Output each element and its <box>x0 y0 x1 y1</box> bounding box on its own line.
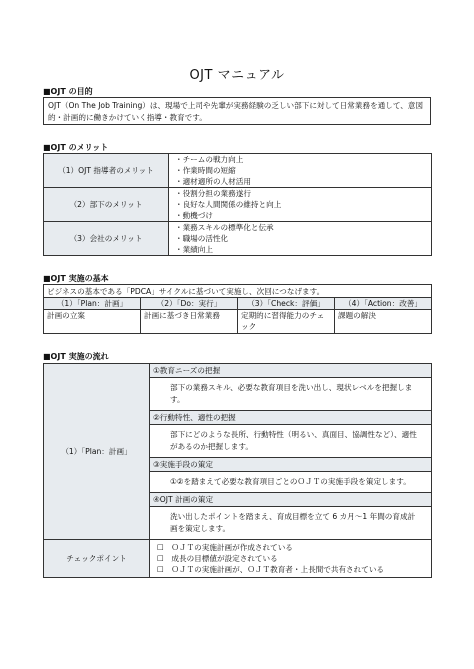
merit-item: ・役割分担の業務遂行 <box>175 189 251 198</box>
step-title: ③実施手段の策定 <box>150 458 431 472</box>
basics-heading: ■OJT 実施の基本 <box>43 274 109 283</box>
purpose-box <box>43 97 431 125</box>
step-body: 部下の業務スキル、必要な教育項目を洗い出し、現状レベルを把握します。 <box>170 383 413 404</box>
flow-table <box>43 363 432 578</box>
checkpoint-item: ☐ ＯＪＴの実施計画が作成されている <box>157 543 293 552</box>
flow-heading: ■OJT 実施の流れ <box>43 352 109 361</box>
merits-heading: ■OJT のメリット <box>43 143 109 152</box>
merit-item: ・適材適所の人材活用 <box>175 177 251 186</box>
merit-item: ・作業時間の短縮 <box>175 166 236 175</box>
merit-label: （2）部下のメリット <box>44 188 169 222</box>
merit-items <box>169 188 432 222</box>
pdca-cell: 計画の立案 <box>44 310 141 334</box>
step-title: ④OJT 計画の策定 <box>150 493 431 507</box>
pdca-header: （1）「Plan：計画」 <box>44 298 141 310</box>
step-body: 洗い出したポイントを踏まえ、育成目標を立て 6 カ月～1 年間の育成計画を策定します。 <box>170 512 416 533</box>
pdca-table <box>43 284 432 334</box>
merit-item: ・職場の活性化 <box>175 234 229 243</box>
merit-label: （3）会社のメリット <box>44 222 169 256</box>
pdca-header: （4）「Action：改善」 <box>335 298 432 310</box>
checkpoint-item: ☐ ＯＪＴの実施計画が、ＯＪＴ教育者・上長間で共有されている <box>157 565 385 574</box>
step-title: ②行動特性、適性の把握 <box>150 411 431 425</box>
checkpoint-label: チェックポイント <box>44 540 150 578</box>
merit-label: （1）OJT 指導者のメリット <box>44 154 169 188</box>
merit-item: ・動機づけ <box>175 211 213 220</box>
pdca-cell: 定期的に習得能力のチェック <box>238 310 335 334</box>
merit-items <box>169 222 432 256</box>
merit-row <box>44 188 432 222</box>
pdca-intro: ビジネスの基本である「PDCA」サイクルに基づいて実施し、次回につなげます。 <box>44 285 432 298</box>
pdca-header: （2）「Do：実行」 <box>141 298 238 310</box>
flow-step <box>150 364 431 411</box>
pdca-cell: 課題の解決 <box>335 310 432 334</box>
merit-row <box>44 222 432 256</box>
checkpoint-list <box>150 540 432 578</box>
flow-step <box>150 458 431 493</box>
merit-item: ・業務スキルの標準化と伝承 <box>175 223 274 232</box>
pdca-header: （3）「Check：評価」 <box>238 298 335 310</box>
checkpoint-item: ☐ 成長の目標値が設定されている <box>157 554 278 563</box>
step-body: 部下にどのような長所、行動特性（明るい、真面目、協調性など）、適性があるのか把握します。 <box>170 430 417 451</box>
pdca-cell: 計画に基づき日常業務 <box>141 310 238 334</box>
merit-item: ・チームの戦力向上 <box>175 155 244 164</box>
merit-item: ・良好な人間関係の維持と向上 <box>175 200 282 209</box>
flow-step <box>150 493 431 539</box>
purpose-heading: ■OJT の目的 <box>43 87 93 96</box>
flow-steps <box>150 364 432 540</box>
merit-item: ・業績向上 <box>175 245 213 254</box>
flow-step <box>150 411 431 458</box>
merit-row <box>44 154 432 188</box>
step-title: ①教育ニーズの把握 <box>150 364 431 378</box>
step-body: ①②を踏まえて必要な教育項目ごとのＯＪＴの実施手段を策定します。 <box>170 477 411 486</box>
page-title: OJT マニュアル <box>189 68 285 83</box>
purpose-text: OJT（On The Job Training）は、現場で上司や先輩が実務経験の乏しい部下に対して日常業務を通して、意図的・計画的に働きかけていく指導・教育です。 <box>48 101 424 122</box>
flow-plan-label: （1）「Plan：計画」 <box>44 364 150 540</box>
merits-table <box>43 153 432 256</box>
merit-items <box>169 154 432 188</box>
